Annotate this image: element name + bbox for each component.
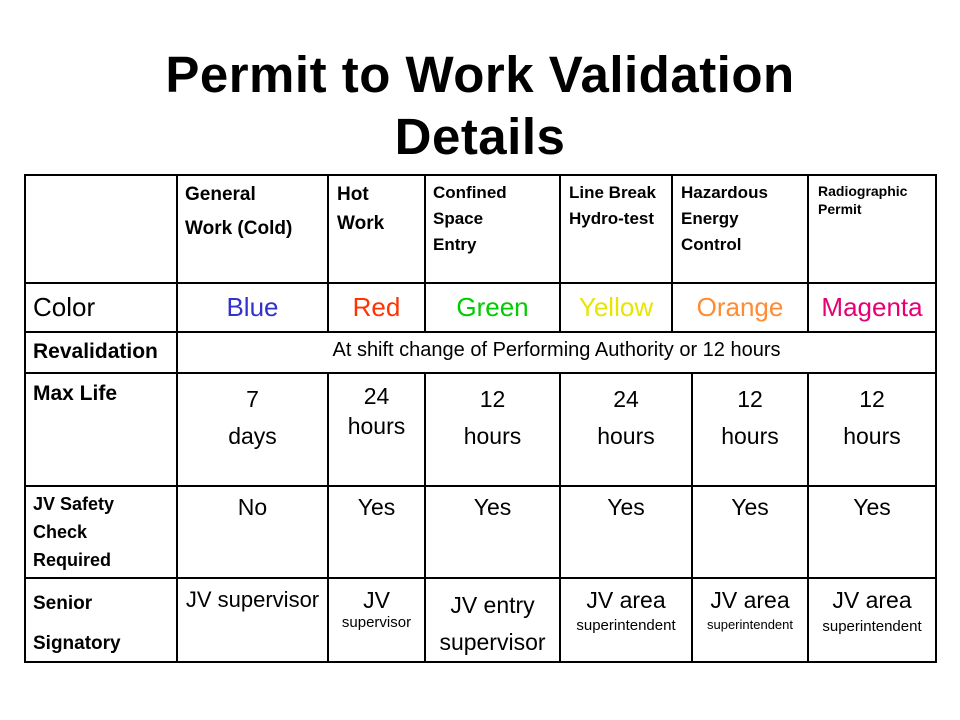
header-radiographic — [818, 182, 938, 218]
header-hazardous-energy — [681, 180, 806, 258]
senior-cell-confined — [425, 587, 560, 661]
header-line-break — [569, 180, 689, 232]
senior-cell-linebreak — [560, 587, 692, 638]
title-line-1: Permit to Work Validation — [165, 46, 795, 103]
maxlife-cell-hazardous — [692, 381, 808, 455]
jv-safety-label-line1: JV Safety — [33, 494, 115, 514]
maxlife-cell-general — [177, 381, 328, 455]
maxlife-num: 12 — [859, 386, 885, 412]
header-confined-line1: Confined — [433, 183, 507, 202]
jv-safety-cell-confined: Yes — [473, 494, 512, 520]
header-hazardous-line3: Control — [681, 235, 742, 254]
maxlife-num: 12 — [737, 386, 763, 412]
row-label-senior-signatory — [33, 584, 121, 664]
senior-line1: JV — [363, 587, 390, 613]
maxlife-unit: days — [228, 423, 277, 449]
maxlife-cell-linebreak — [560, 381, 692, 455]
senior-line1: JV supervisor — [185, 587, 320, 612]
jv-safety-label-line3: Required — [33, 550, 112, 570]
senior-line2: superintendent — [706, 617, 793, 632]
senior-line2: superintendent — [576, 617, 676, 634]
maxlife-cell-hot — [328, 381, 425, 441]
color-cell-orange: Orange — [696, 292, 784, 322]
color-cell-green: Green — [456, 292, 529, 322]
maxlife-num: 24 — [363, 383, 390, 409]
header-general-work — [185, 182, 325, 242]
color-cell-blue: Blue — [226, 292, 279, 322]
header-general-line1: General — [185, 184, 256, 205]
maxlife-num: 7 — [246, 386, 259, 412]
senior-label-line1: Senior — [33, 593, 93, 614]
page-title — [0, 44, 960, 168]
title-line-2: Details — [394, 108, 566, 165]
maxlife-unit: hours — [347, 413, 406, 439]
header-confined-line2: Space — [433, 209, 484, 228]
senior-cell-hot — [328, 587, 425, 632]
header-confined-line3: Entry — [433, 235, 477, 254]
header-hazardous-line1: Hazardous — [681, 183, 768, 202]
jv-safety-cell-general: No — [237, 494, 268, 520]
row-label-color: Color — [33, 292, 96, 322]
row-label-max-life: Max Life — [33, 382, 118, 405]
maxlife-unit: hours — [843, 423, 901, 449]
jv-safety-label-line2: Check — [33, 522, 88, 542]
maxlife-unit: hours — [721, 423, 779, 449]
header-radiographic-line2: Permit — [818, 201, 862, 217]
maxlife-unit: hours — [597, 423, 655, 449]
maxlife-num: 24 — [613, 386, 639, 412]
row-label-revalidation: Revalidation — [33, 340, 158, 363]
color-cell-magenta: Magenta — [821, 292, 923, 322]
senior-cell-hazardous — [692, 587, 808, 636]
jv-safety-cell-linebreak: Yes — [607, 494, 645, 520]
maxlife-unit: hours — [463, 423, 522, 449]
header-hot-work — [337, 182, 422, 237]
senior-line2: supervisor — [439, 629, 546, 655]
header-hot-line2: Work — [337, 213, 385, 234]
header-hazardous-line2: Energy — [681, 209, 739, 228]
header-radiographic-line1: Radiographic — [818, 183, 908, 199]
color-cell-yellow: Yellow — [578, 292, 654, 322]
senior-line1: JV entry — [450, 592, 535, 618]
header-general-line2: Work (Cold) — [185, 218, 293, 239]
senior-line1: JV area — [586, 587, 666, 613]
senior-line1: JV area — [710, 587, 790, 613]
maxlife-num: 12 — [479, 386, 506, 412]
senior-line2: supervisor — [341, 614, 412, 631]
color-cell-red: Red — [352, 292, 401, 322]
row-label-jv-safety — [33, 490, 114, 574]
senior-cell-general — [177, 587, 328, 613]
maxlife-cell-radiographic — [808, 381, 936, 455]
header-confined-space — [433, 180, 558, 258]
senior-cell-radiographic — [808, 587, 936, 640]
revalidation-value: At shift change of Performing Authority or 12 hours — [332, 339, 781, 361]
header-hot-line1: Hot — [337, 184, 369, 205]
jv-safety-cell-hot: Yes — [357, 494, 396, 520]
jv-safety-cell-hazardous: Yes — [731, 494, 769, 520]
senior-label-line2: Signatory — [33, 633, 121, 654]
jv-safety-cell-radiographic: Yes — [853, 494, 891, 520]
header-linebreak-line1: Line Break — [569, 183, 656, 202]
header-linebreak-line2: Hydro-test — [569, 209, 655, 228]
senior-line1: JV area — [832, 587, 912, 613]
senior-line2: superintendent — [822, 618, 922, 635]
maxlife-cell-confined — [425, 381, 560, 455]
